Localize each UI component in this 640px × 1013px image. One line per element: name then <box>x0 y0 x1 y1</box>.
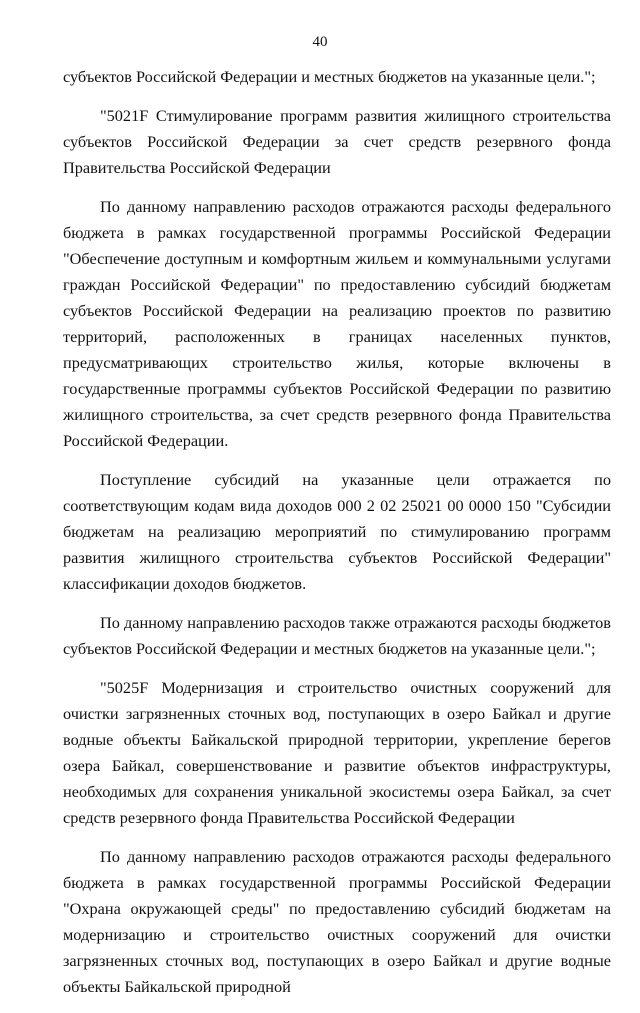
paragraph-body: По данному направлению расходов отражаются расходы федерального бюджета в рамках государственной программы Российской Федерации "Обеспечение доступным и комфортным жильем и коммунальными услугами граждан Российской Федерации" по предоставлению субсидий бюджетам субъектов Российской Федерации на реализацию проектов по развитию территорий, расположенных в границах населенных пунктов, предусматривающих строительство жилья, которые включены в государственные программы субъектов Российской Федерации по развитию жилищного строительства, за счет средств резервного фонда Правительства Российской Федерации. <box>63 197 611 450</box>
paragraph-body: По данному направлению расходов также отражаются расходы бюджетов субъектов Российской Федерации и местных бюджетов на указанные цели."; <box>63 613 611 658</box>
page-number: 40 <box>312 34 328 50</box>
paragraph-continuation: субъектов Российской Федерации и местных бюджетов на указанные цели."; <box>63 67 596 86</box>
document-body <box>63 64 611 1013</box>
paragraph-body: Поступление субсидий на указанные цели отражается по соответствующим кодам вида доходов 000 2 02 25021 00 0000 150 "Субсидии бюджетам на реализацию мероприятий по стимулированию программ развития жилищного строительства субъектов Российской Федерации" классификации доходов бюджетов. <box>63 470 611 593</box>
paragraph-body: По данному направлению расходов отражаются расходы федерального бюджета в рамках государственной программы Российской Федерации "Охрана окружающей среды" по предоставлению субсидий бюджетам на модернизацию и строительство очистных сооружений для очистки загрязненных сточных вод, поступающих в озеро Байкал и другие водные объекты Байкальской природной <box>63 847 611 996</box>
paragraph-heading-5025f: "5025F Модернизация и строительство очистных сооружений для очистки загрязненных сточных вод, поступающих в озеро Байкал и другие водные объекты Байкальской природной территории, укрепление берегов озера Байкал, совершенствование и развитие объектов инфраструктуры, необходимых для сохранения уникальной экосистемы озера Байкал, за счет средств резервного фонда Правительства Российской Федерации <box>63 678 611 827</box>
paragraph-heading-5021f: "5021F Стимулирование программ развития жилищного строительства субъектов Российской Федерации за счет средств резервного фонда Правительства Российской Федерации <box>63 106 611 177</box>
